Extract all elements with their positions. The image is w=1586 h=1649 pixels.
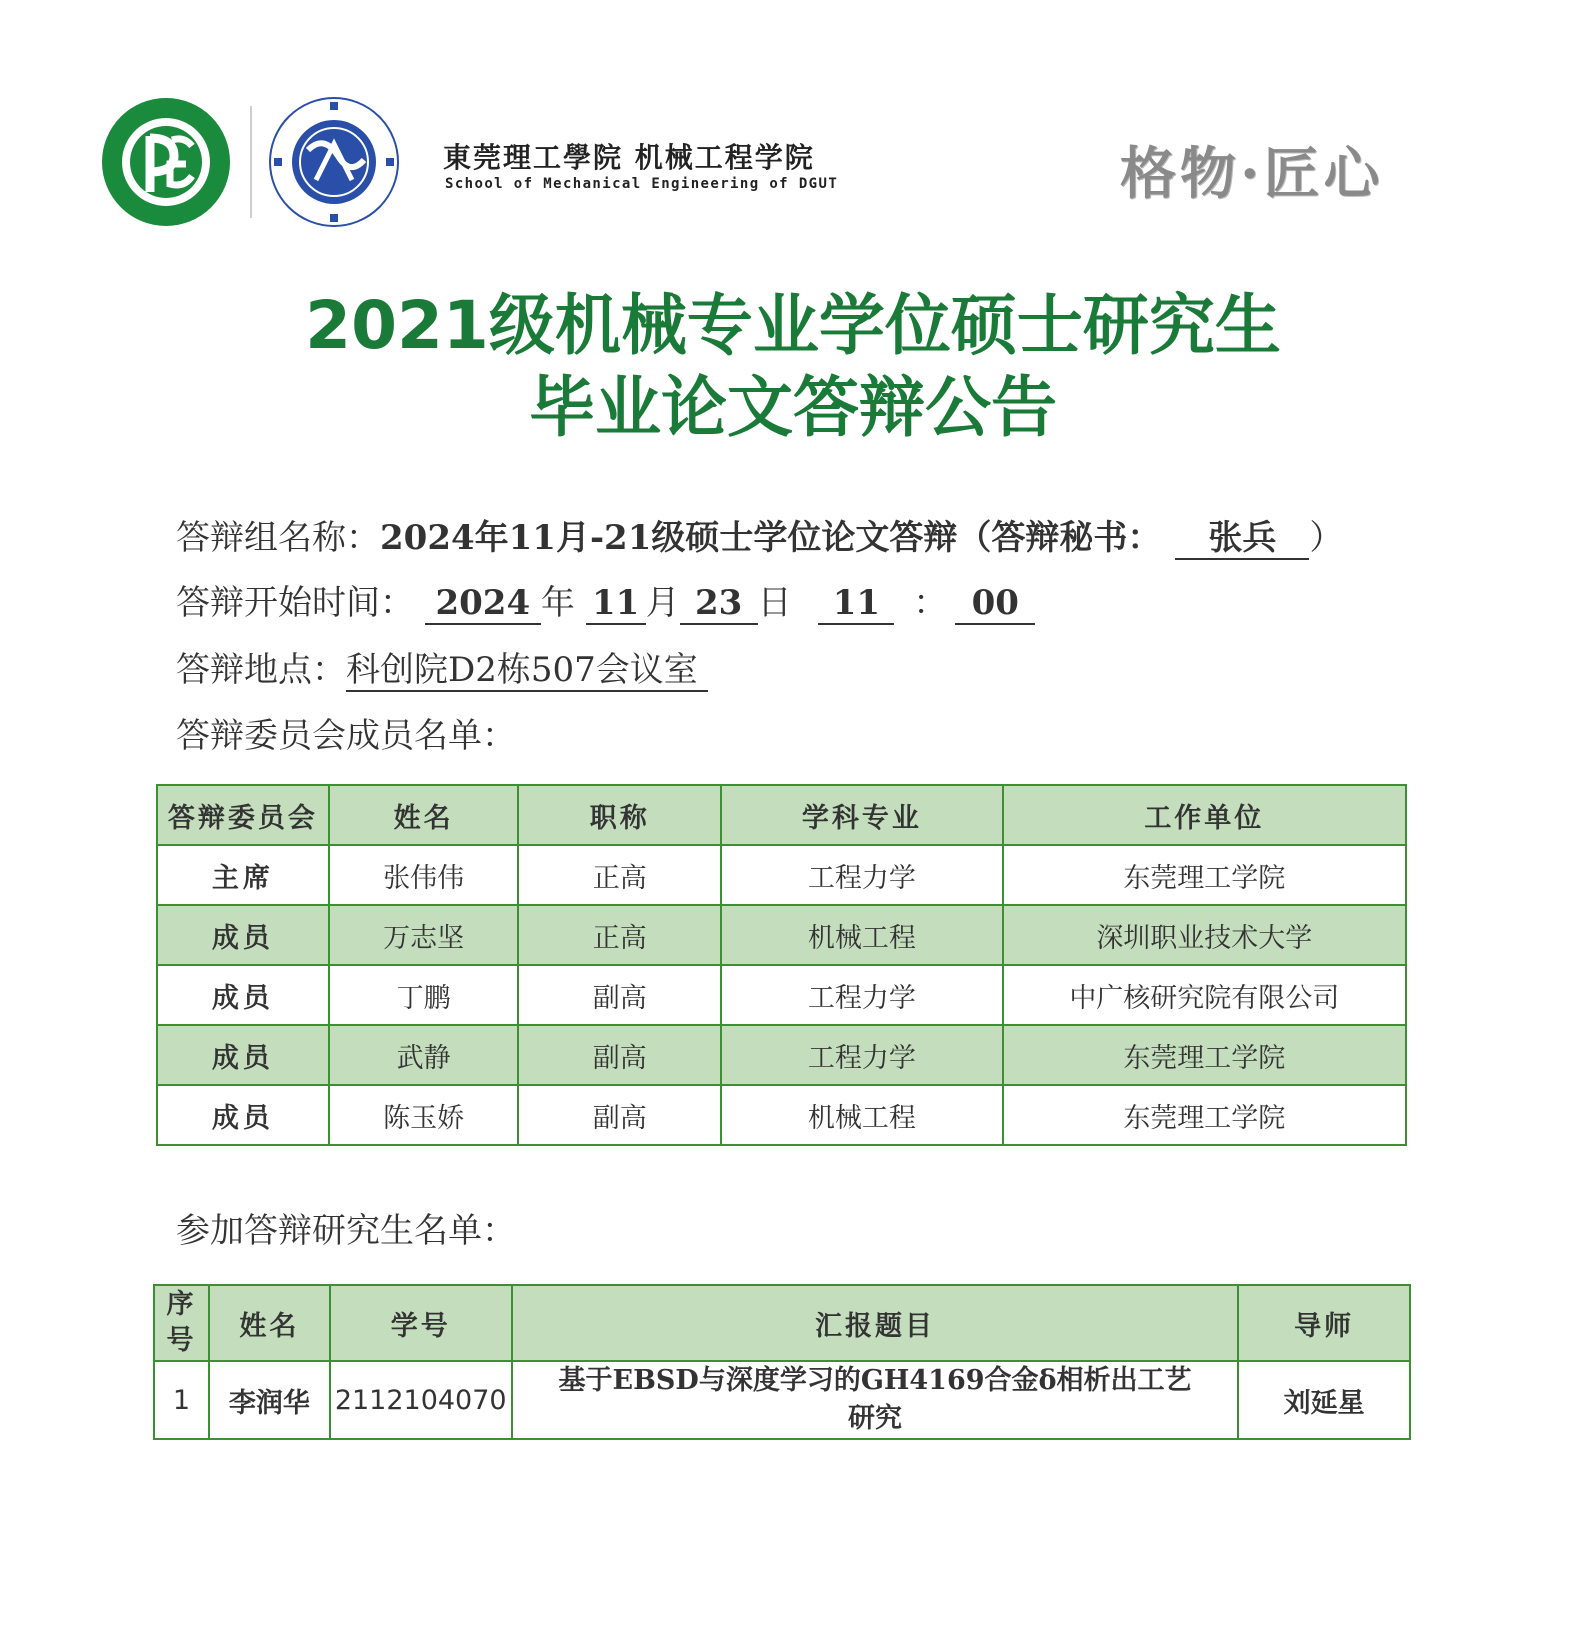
place-label: 答辩地点： <box>176 650 346 690</box>
motto: 格物·匠心 <box>1120 141 1384 207</box>
name-cell: 丁鹏 <box>329 965 519 1025</box>
major-cell: 机械工程 <box>721 905 1003 965</box>
group-value: 2024年11月-21级硕士学位论文答辩（答辩秘书： <box>380 518 1162 558</box>
col-header: 答辩委员会 <box>157 785 329 845</box>
title-cell: 正高 <box>518 845 721 905</box>
major-cell: 工程力学 <box>721 845 1003 905</box>
page-title-line2: 毕业论文答辩公告 <box>529 369 1057 446</box>
affiliation-cell: 中广核研究院有限公司 <box>1003 965 1406 1025</box>
role-cell: 成员 <box>157 1085 329 1145</box>
school-name-en: School of Mechanical Engineering of DGUT <box>445 176 839 192</box>
title-cell: 正高 <box>518 905 721 965</box>
col-header: 职称 <box>518 785 721 845</box>
table-row <box>154 1361 1410 1439</box>
committee-heading: 答辩委员会成员名单： <box>176 716 516 756</box>
start-hour: 11 <box>818 583 894 625</box>
col-header: 姓名 <box>329 785 519 845</box>
secretary-name: 张兵 <box>1175 518 1309 560</box>
time-colon: ： <box>913 583 948 623</box>
group-close: ） <box>1309 518 1344 558</box>
title-cell: 副高 <box>518 965 721 1025</box>
name-cell: 万志坚 <box>329 905 519 965</box>
affiliation-cell: 东莞理工学院 <box>1003 1025 1406 1085</box>
col-header: 学科专业 <box>721 785 1003 845</box>
col-header: 导师 <box>1238 1285 1410 1361</box>
start-day: 23 <box>680 583 758 625</box>
table-row <box>157 845 1406 905</box>
table-row <box>157 1025 1406 1085</box>
committee-header-row <box>157 785 1406 845</box>
month-unit: 月 <box>645 583 680 623</box>
affiliation-cell: 东莞理工学院 <box>1003 845 1406 905</box>
table-row <box>157 905 1406 965</box>
table-row <box>157 965 1406 1025</box>
topic-cell: 基于EBSD与深度学习的GH4169合金δ相析出工艺研究 <box>512 1361 1239 1439</box>
student-name-cell: 李润华 <box>209 1361 330 1439</box>
students-heading: 参加答辩研究生名单： <box>176 1211 516 1251</box>
advisor-cell: 刘延星 <box>1238 1361 1410 1439</box>
name-cell: 武静 <box>329 1025 519 1085</box>
role-cell: 主席 <box>157 845 329 905</box>
place-value: 科创院D2栋507会议室 <box>346 650 708 692</box>
defense-group-line <box>176 510 1343 560</box>
col-header: 序号 <box>154 1285 209 1361</box>
major-cell: 工程力学 <box>721 965 1003 1025</box>
start-year: 2024 <box>425 583 541 625</box>
committee-table <box>156 784 1407 1146</box>
start-month: 11 <box>586 583 646 625</box>
name-cell: 陈玉娇 <box>329 1085 519 1145</box>
seq-cell: 1 <box>154 1361 209 1439</box>
title-cell: 副高 <box>518 1025 721 1085</box>
role-cell: 成员 <box>157 1025 329 1085</box>
place-line <box>176 642 708 692</box>
col-header: 姓名 <box>209 1285 330 1361</box>
mech-school-logo <box>268 96 400 228</box>
students-header-row <box>154 1285 1410 1361</box>
students-table <box>153 1284 1411 1440</box>
col-header: 汇报题目 <box>512 1285 1239 1361</box>
year-unit: 年 <box>540 583 575 623</box>
dgut-logo <box>100 96 232 228</box>
start-label: 答辩开始时间： <box>176 583 414 623</box>
major-cell: 机械工程 <box>721 1085 1003 1145</box>
student-id-cell: 2112104070 <box>330 1361 512 1439</box>
affiliation-cell: 东莞理工学院 <box>1003 1085 1406 1145</box>
role-cell: 成员 <box>157 965 329 1025</box>
major-cell: 工程力学 <box>721 1025 1003 1085</box>
school-name-cn: 東莞理工學院 机械工程学院 <box>443 141 815 174</box>
start-time-line <box>176 575 1035 625</box>
col-header: 工作单位 <box>1003 785 1406 845</box>
col-header: 学号 <box>330 1285 512 1361</box>
name-cell: 张伟伟 <box>329 845 519 905</box>
role-cell: 成员 <box>157 905 329 965</box>
day-unit: 日 <box>757 583 792 623</box>
title-cell: 副高 <box>518 1085 721 1145</box>
start-minute: 00 <box>955 583 1035 625</box>
affiliation-cell: 深圳职业技术大学 <box>1003 905 1406 965</box>
logo-divider <box>250 106 252 218</box>
group-label: 答辩组名称： <box>176 518 380 558</box>
page-title-line1: 2021级机械专业学位硕士研究生 <box>305 287 1281 364</box>
table-row <box>157 1085 1406 1145</box>
